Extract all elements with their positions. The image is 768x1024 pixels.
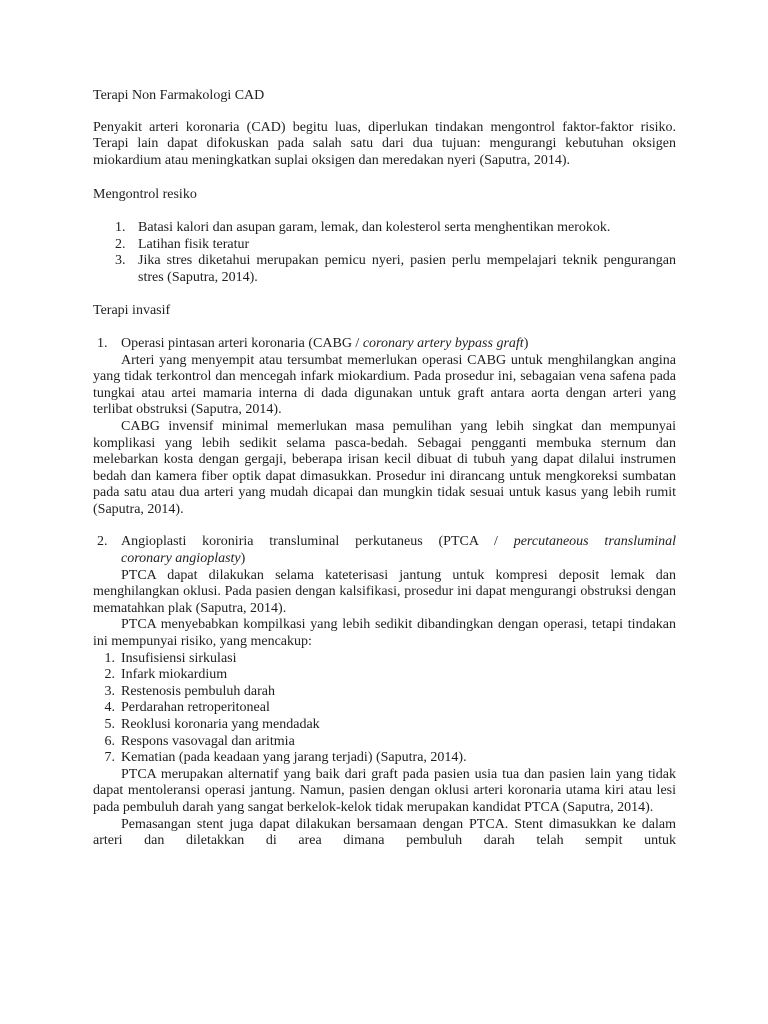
list-item	[93, 253, 676, 286]
document-page	[93, 88, 676, 850]
list-text: Infark miokardium	[121, 667, 228, 683]
section-1-paragraph-2: CABG invensif minimal memerlukan masa pemulihan yang lebih singkat dan mempunyai komplikasi yang lebih sedikit selama pasca-bedah. Sebagai pengganti membuka sternum dan melebarkan kosta dengan gergaji, beberapa irisan kecil dibuat di tubuh yang dapat dilalui instrumen bedah dan kamera fiber optik dapat dimasukkan. Prosedur ini dirancang untuk mengkoreksi sumbatan pada satu atau dua arteri yang mudah dicapai dan mungkin tidak sesuai untuk kasus yang lebih rumit (Saputra, 2014).	[93, 418, 676, 517]
list-text: Restenosis pembuluh darah	[121, 683, 275, 699]
list-item	[93, 651, 676, 668]
spacer	[93, 518, 676, 534]
list-number: 3.	[104, 683, 115, 699]
list-number: 2.	[115, 236, 126, 252]
list-item	[93, 717, 676, 734]
section-number: 2.	[97, 534, 108, 550]
list-number: 4.	[104, 700, 115, 716]
section-1-paragraph-1: Arteri yang menyempit atau tersumbat memerlukan operasi CABG untuk menghilangkan angina yang tidak terkontrol dan mencegah infark miokardium. Pada prosedur ini, sebagaian vena safena pada tungkai atau artei mamaria interna di dada digunakan untuk graft antara aorta dengan arteri yang terlibat obstruksi (Saputra, 2014).	[93, 352, 676, 418]
section-2-heading	[93, 534, 676, 551]
list-text: Reoklusi koronaria yang mendadak	[121, 717, 320, 732]
list-number: 7.	[104, 750, 115, 766]
list-item	[93, 684, 676, 701]
list-number: 1.	[115, 219, 126, 235]
list-text: Latihan fisik teratur	[138, 236, 250, 252]
list-item	[93, 220, 676, 237]
list-number: 3.	[115, 253, 126, 269]
section-title-close: )	[240, 551, 246, 567]
list-number: 1.	[104, 650, 115, 666]
list-item	[93, 750, 676, 767]
list-number: 2.	[104, 667, 115, 683]
risk-list	[93, 220, 676, 286]
section-2-paragraph-2: PTCA menyebabkan kompilkasi yang lebih sedikit dibandingkan dengan operasi, tetapi tindakan ini mempunyai risiko, yang mencakup:	[93, 617, 676, 650]
list-item	[93, 700, 676, 717]
list-number: 5.	[104, 717, 115, 732]
section-number: 1.	[97, 335, 108, 351]
complication-list	[93, 651, 676, 767]
section-2-heading-continued	[93, 551, 676, 568]
list-text: Batasi kalori dan asupan garam, lemak, dan kolesterol serta menghentikan merokok.	[138, 219, 611, 235]
invasive-heading: Terapi invasif	[93, 303, 171, 319]
list-text: Insufisiensi sirkulasi	[121, 650, 237, 666]
section-1-heading	[93, 336, 676, 353]
list-text: Jika stres diketahui merupakan pemicu nyeri, pasien perlu mempelajari teknik pengurangan stres (Saputra, 2014).	[138, 253, 676, 285]
list-item	[93, 667, 676, 684]
section-title-close: )	[523, 335, 529, 351]
document-title: Terapi Non Farmakologi CAD	[93, 88, 265, 103]
section-title-italic: percutaneous transluminal	[513, 534, 677, 550]
section-2-paragraph-4: Pemasangan stent juga dapat dilakukan bersamaan dengan PTCA. Stent dimasukkan ke dalam arteri dan diletakkan di area dimana pembuluh darah telah sempit untuk	[93, 816, 676, 849]
list-number: 6.	[104, 733, 115, 749]
list-text: Perdarahan retroperitoneal	[121, 700, 270, 716]
section-2-paragraph-1: PTCA dapat dilakukan selama kateterisasi jantung untuk kompresi deposit lemak dan menghilangkan oklusi. Pada pasien dengan kalsifikasi, prosedur ini dapat mengurangi obstruksi dengan mematahkan plak (Saputra, 2014).	[93, 567, 676, 616]
list-text: Kematian (pada keadaan yang jarang terjadi) (Saputra, 2014).	[121, 750, 467, 766]
list-item	[93, 237, 676, 254]
list-text: Respons vasovagal dan aritmia	[121, 733, 295, 749]
section-title-italic: coronary angioplasty	[121, 551, 241, 567]
section-2-paragraph-3: PTCA merupakan alternatif yang baik dari graft pada pasien usia tua dan pasien lain yang tidak dapat mentoleransi operasi jantung. Namun, pasien dengan oklusi arteri koronaria utama kiri atau lesi pada pembuluh darah yang sangat berkelok-kelok tidak merupakan kandidat PTCA (Saputra, 2014).	[93, 766, 676, 815]
section-title-italic: coronary artery bypass graft	[362, 335, 524, 351]
list-item	[93, 734, 676, 751]
section-title-text: Angioplasti koroniria transluminal perkutaneus (PTCA /	[121, 534, 514, 550]
intro-paragraph: Penyakit arteri koronaria (CAD) begitu luas, diperlukan tindakan mengontrol faktor-faktor risiko. Terapi lain dapat difokuskan pada salah satu dari dua tujuan: mengurangi kebutuhan oksigen miokardium atau meningkatkan suplai oksigen dan meredakan nyeri (Saputra, 2014).	[93, 119, 676, 168]
section-title-text: Operasi pintasan arteri koronaria (CABG /	[121, 335, 363, 351]
risk-heading: Mengontrol resiko	[93, 187, 197, 203]
